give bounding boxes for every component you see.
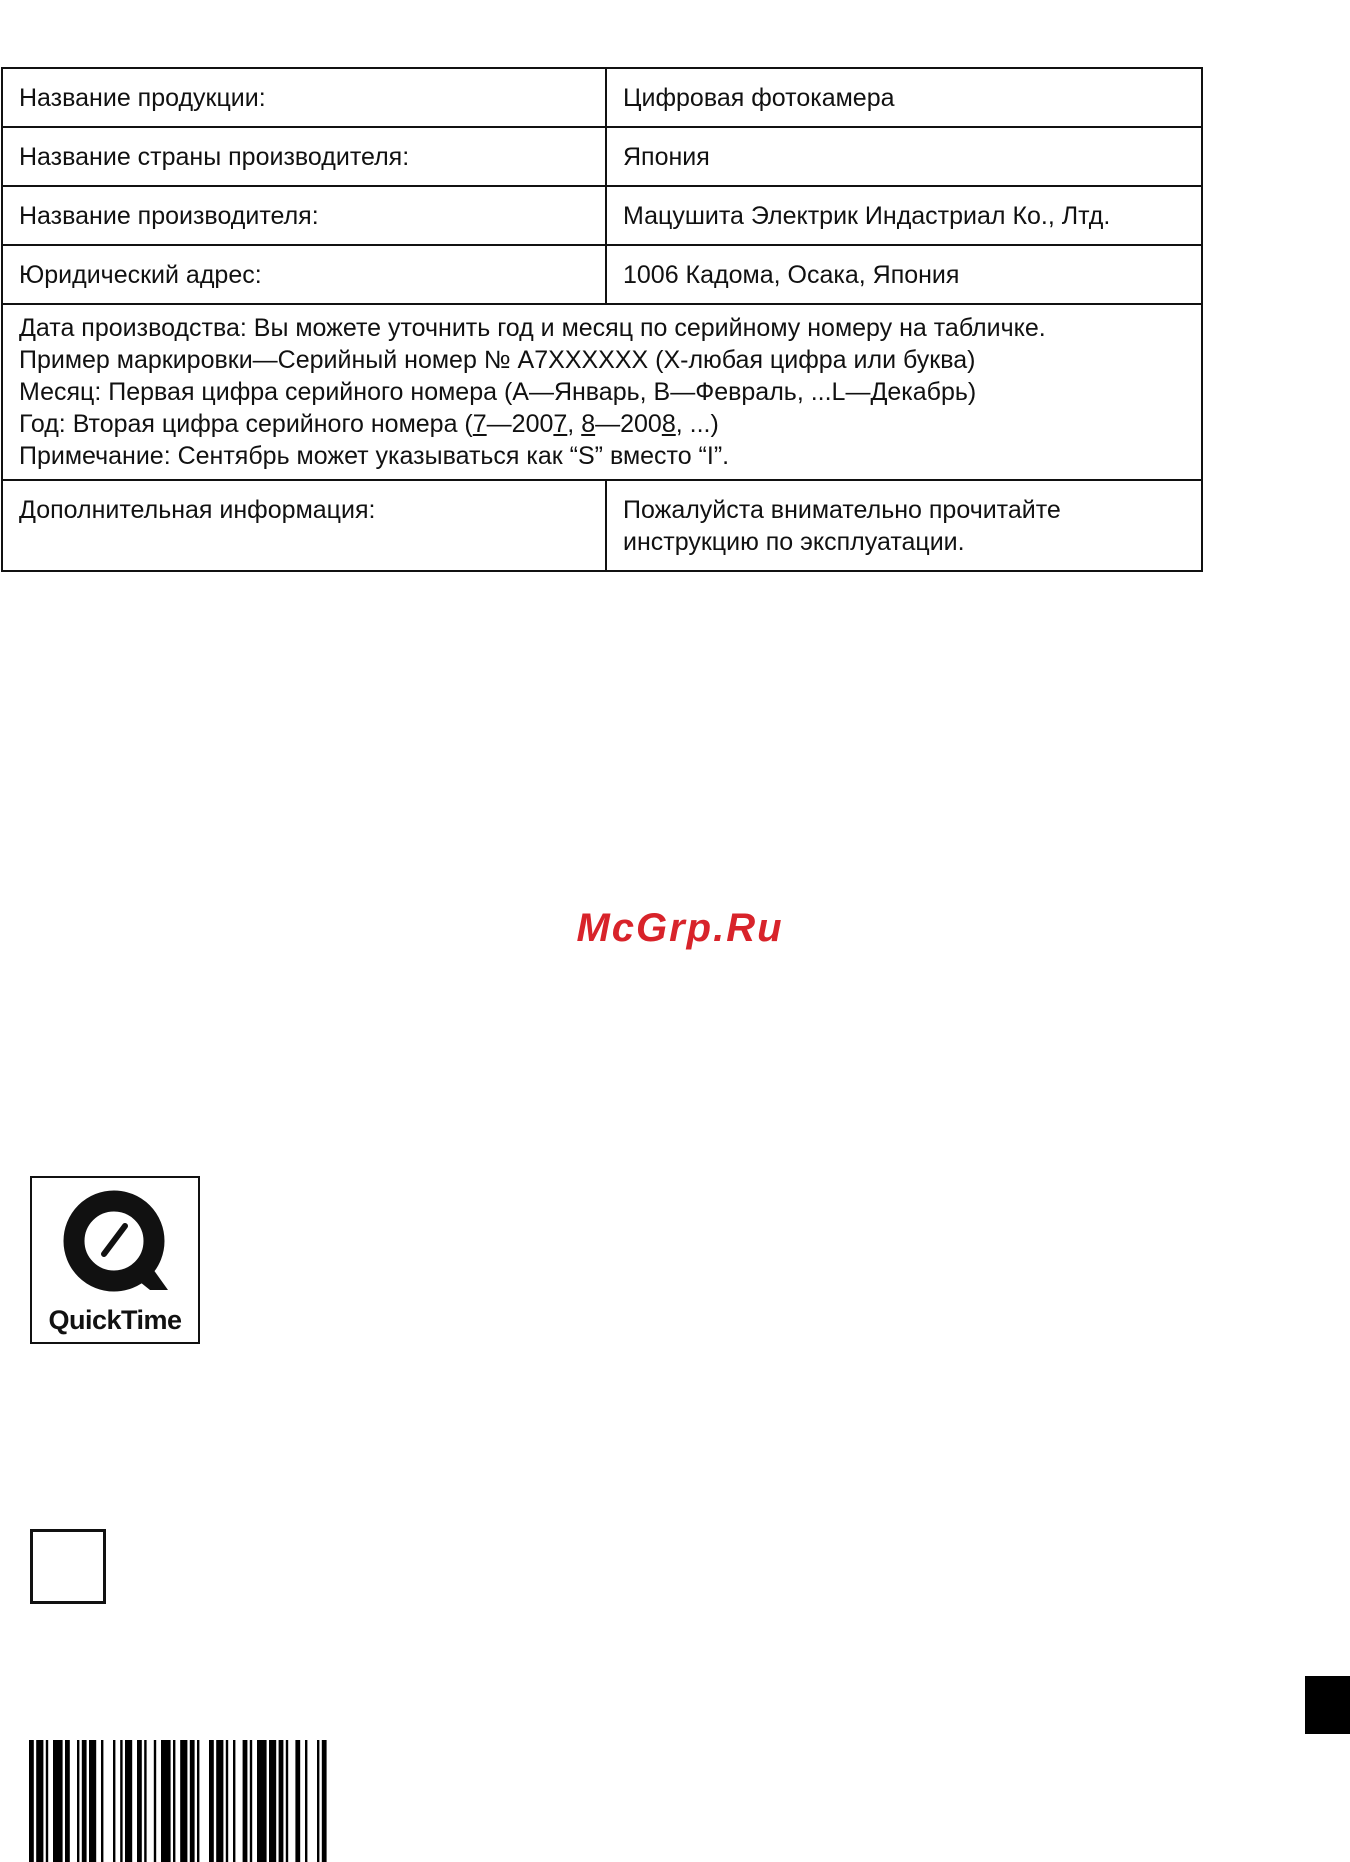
product-name-label: Название продукции: [2, 68, 606, 127]
marking-example-line: Пример маркировки—Серийный номер № A7XXXXXX (X-любая цифра или буква) [19, 346, 976, 374]
additional-info-line-2: инструкцию по эксплуатации. [623, 528, 965, 556]
barcode-bar [305, 1740, 307, 1862]
barcode-bar [101, 1740, 103, 1862]
barcode-bar [317, 1740, 319, 1862]
year-code-suffix: , ...) [675, 410, 719, 438]
production-date-cell [2, 304, 1202, 480]
additional-info-value [606, 480, 1202, 571]
month-code-line: Месяц: Первая цифра серийного номера (A—Январь, B—Февраль, ...L—Декабрь) [19, 378, 977, 406]
barcode-bar [137, 1740, 142, 1862]
barcode-icon [29, 1740, 479, 1862]
barcode-bar [216, 1740, 223, 1862]
quicktime-logo [30, 1176, 200, 1344]
barcode-bar [209, 1740, 214, 1862]
september-note-line: Примечание: Сентябрь может указываться как “S” вместо “I”. [19, 442, 730, 470]
year-dash-2007: —200 [486, 410, 554, 438]
production-date-line: Дата производства: Вы можете уточнить год и месяц по серийному номеру на табличке. [19, 314, 1046, 342]
barcode-bar [82, 1740, 87, 1862]
empty-checkbox-frame [30, 1529, 106, 1604]
year-separator: , [567, 410, 582, 438]
year-2007-last-digit: 7 [553, 410, 568, 438]
table-row [2, 127, 1202, 186]
barcode-bar [180, 1740, 187, 1862]
barcode-bar [257, 1740, 267, 1862]
table-row [2, 480, 1202, 571]
table-row [2, 245, 1202, 304]
barcode-bar [46, 1740, 48, 1862]
country-label: Название страны производителя: [2, 127, 606, 186]
quicktime-logo-icon [62, 1190, 170, 1296]
barcode-bar [173, 1740, 175, 1862]
quicktime-label: QuickTime [48, 1305, 182, 1335]
barcode-bar [190, 1740, 195, 1862]
barcode-bar [53, 1740, 63, 1862]
country-value: Япония [606, 127, 1202, 186]
barcode-bar [154, 1740, 156, 1862]
barcode-bar [295, 1740, 300, 1862]
barcode-bar [77, 1740, 79, 1862]
barcode-bar [197, 1740, 199, 1862]
page-edge-tab [1305, 1676, 1350, 1734]
year-digit-8: 8 [581, 410, 596, 438]
watermark[interactable]: McGrp.Ru [576, 906, 784, 950]
manufacturer-label: Название производителя: [2, 186, 606, 245]
product-info-table [1, 67, 1203, 572]
legal-address-label: Юридический адрес: [2, 245, 606, 304]
manufacturer-value: Мацушита Электрик Индастриал Ко., Лтд. [606, 186, 1202, 245]
barcode-bar [65, 1740, 70, 1862]
barcode-bar [233, 1740, 235, 1862]
barcode-bar [120, 1740, 122, 1862]
year-code-line [19, 408, 1185, 440]
barcode-bar [243, 1740, 248, 1862]
legal-address-value: 1006 Кадома, Осака, Япония [606, 245, 1202, 304]
table-row [2, 186, 1202, 245]
barcode-bar [250, 1740, 252, 1862]
additional-info-line-1: Пожалуйста внимательно прочитайте [623, 496, 1061, 524]
barcode-bar [269, 1740, 276, 1862]
barcode-bar [286, 1740, 288, 1862]
year-code-prefix: Год: Вторая цифра серийного номера ( [19, 410, 473, 438]
barcode-bar [89, 1740, 96, 1862]
barcode-bar [113, 1740, 115, 1862]
year-digit-7: 7 [472, 410, 487, 438]
year-dash-2008: —200 [595, 410, 662, 438]
additional-info-label: Дополнительная информация: [2, 480, 606, 571]
barcode-bar [36, 1740, 43, 1862]
table-row [2, 304, 1202, 480]
barcode-bar [322, 1740, 327, 1862]
table-row [2, 68, 1202, 127]
product-name-value: Цифровая фотокамера [606, 68, 1202, 127]
barcode-bar [279, 1740, 284, 1862]
year-2008-last-digit: 8 [661, 410, 676, 438]
barcode-bar [144, 1740, 146, 1862]
barcode-bar [125, 1740, 132, 1862]
barcode-bar [29, 1740, 34, 1862]
barcode-bar [226, 1740, 228, 1862]
barcode-bar [161, 1740, 171, 1862]
